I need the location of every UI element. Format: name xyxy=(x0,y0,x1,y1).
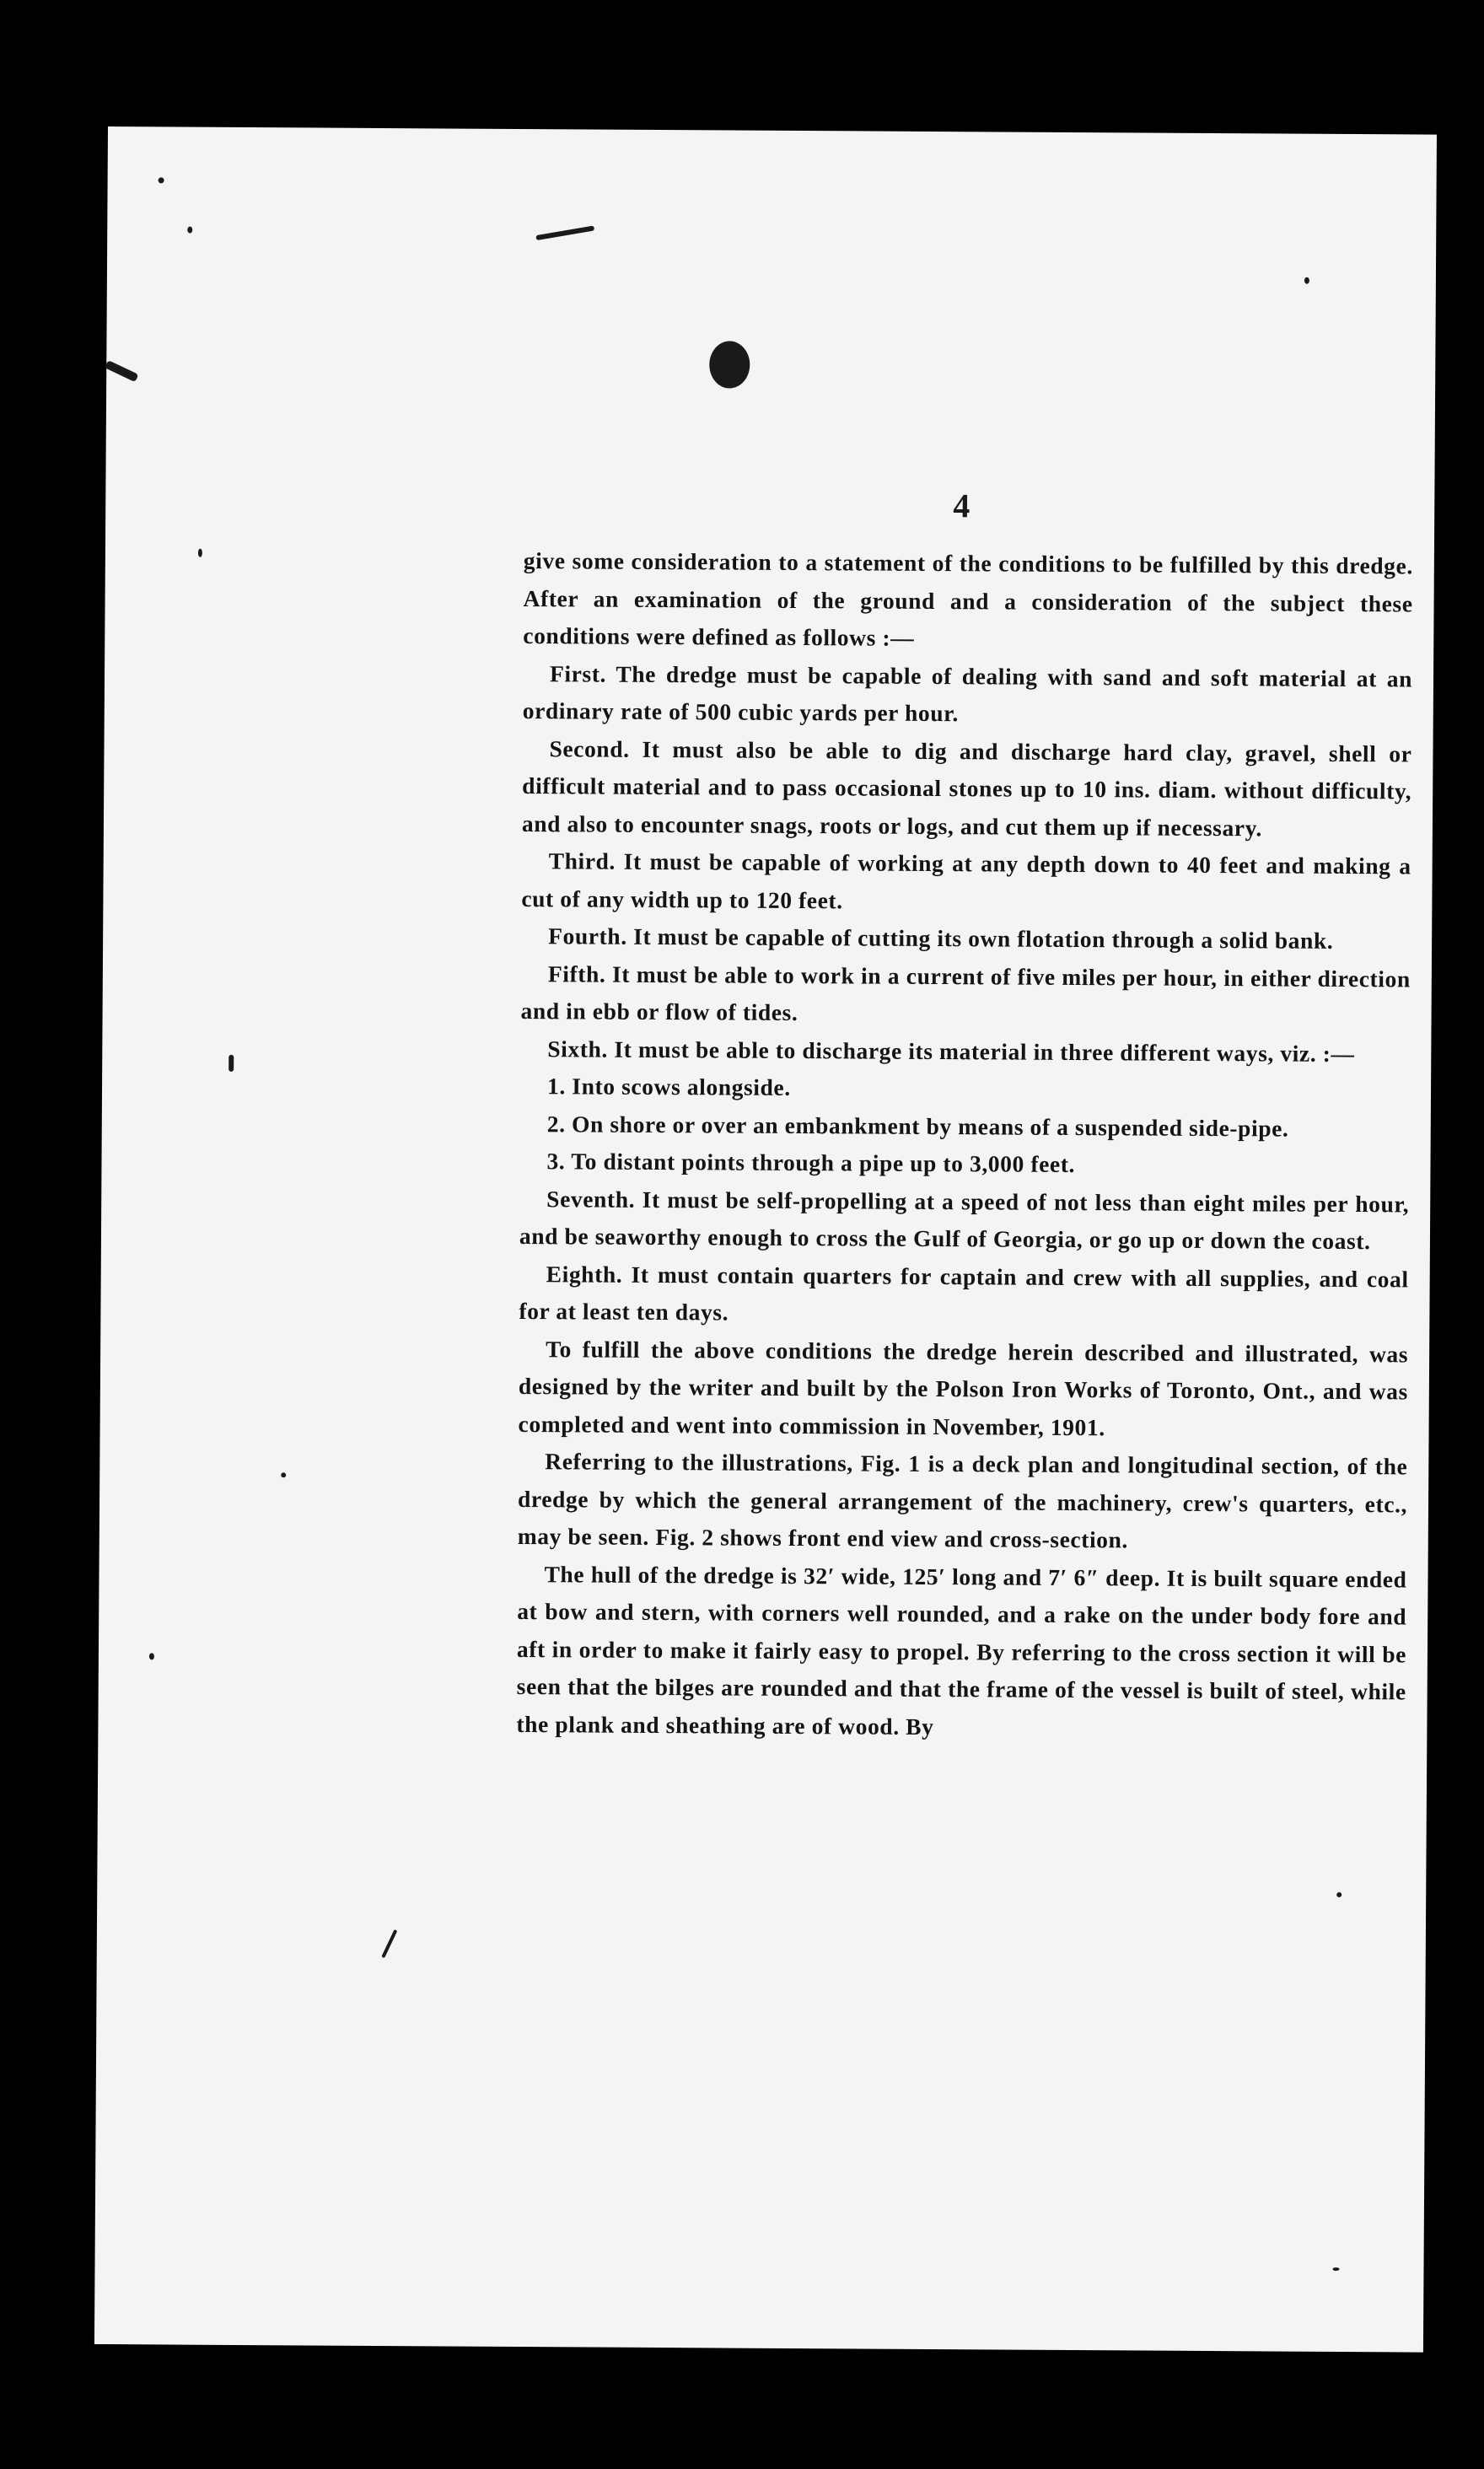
page-number: 4 xyxy=(953,487,971,525)
paragraph: First. The dredge must be capable of dealing with sand and soft material at an ordinary rate of 500 cubic yards per hour. xyxy=(522,659,1413,727)
ink-speck xyxy=(149,1653,154,1659)
paragraph: Fourth. It must be capable of cutting its own flotation through a solid bank. xyxy=(548,923,1334,954)
paragraph: 2. On shore or over an embankment by means of a suspended side-pipe. xyxy=(546,1110,1289,1142)
ink-speck xyxy=(105,360,138,382)
ink-smear xyxy=(535,225,594,240)
ink-blot xyxy=(709,341,750,388)
paragraph: Referring to the illustrations, Fig. 1 is a deck plan and longitudinal section, of the dredge by which the general arrangement of the machinery, crew's quarters, etc., may be seen. Fig. 2 shows front end view and cross-section. xyxy=(517,1448,1408,1553)
ink-speck xyxy=(1336,1892,1342,1897)
paragraph: give some consideration to a statement of the conditions to be fulfilled by this dredge. After an examination of the ground and a consideration of the subject these conditions were defined as follows :— xyxy=(523,547,1413,651)
ink-speck xyxy=(1332,2267,1339,2271)
paragraph: Third. It must be capable of working at any depth down to 40 feet and making a cut of any width up to 120 feet. xyxy=(521,847,1411,913)
paragraph: Sixth. It must be able to discharge its material in three different ways, viz. :— xyxy=(547,1035,1355,1067)
ink-speck xyxy=(381,1929,397,1958)
paragraph: The hull of the dredge is 32′ wide, 125′ long and 7′ 6″ deep. It is built square ended at bow and stern, with corners well rounded, and a rake on the under body fore and aft in order to make it fairly easy to propel. By referring to the cross section it will be seen that the bilges are rounded and that the frame of the vessel is built of steel, while the plank and sheathing are of wood. By xyxy=(516,1560,1407,1740)
ink-speck xyxy=(229,1055,234,1072)
body-text xyxy=(516,542,1413,1748)
paragraph: To fulfill the above conditions the dredge herein described and illustrated, was designed by the writer and built by the Polson Iron Works of Toronto, Ont., and was completed and went into commission in November, 1901. xyxy=(518,1335,1409,1440)
ink-speck xyxy=(159,177,164,183)
ink-speck xyxy=(1304,277,1309,284)
paragraph: Seventh. It must be self-propelling at a speed of not less than eight miles per hour, and be seaworthy enough to cross the Gulf of Georgia, or go up or down the coast. xyxy=(519,1185,1410,1255)
paragraph: Second. It must also be able to dig and discharge hard clay, gravel, shell or difficult material and to pass occasional stones up to 10 ins. diam. without difficulty, and also to encounter snags, roots or logs, and cut them up if necessary. xyxy=(521,734,1412,841)
paragraph: 3. To distant points through a pipe up to 3,000 feet. xyxy=(546,1148,1076,1178)
ink-speck xyxy=(198,549,202,557)
ink-speck xyxy=(281,1472,286,1477)
paragraph: Fifth. It must be able to work in a current of five miles per hour, in either direction and in ebb or flow of tides. xyxy=(520,960,1411,1026)
document-page xyxy=(94,126,1437,2353)
paragraph: 1. Into scows alongside. xyxy=(546,1073,791,1100)
ink-speck xyxy=(187,227,192,234)
paragraph: Eighth. It must contain quarters for captain and crew with all supplies, and coal for at least ten days. xyxy=(519,1260,1409,1326)
